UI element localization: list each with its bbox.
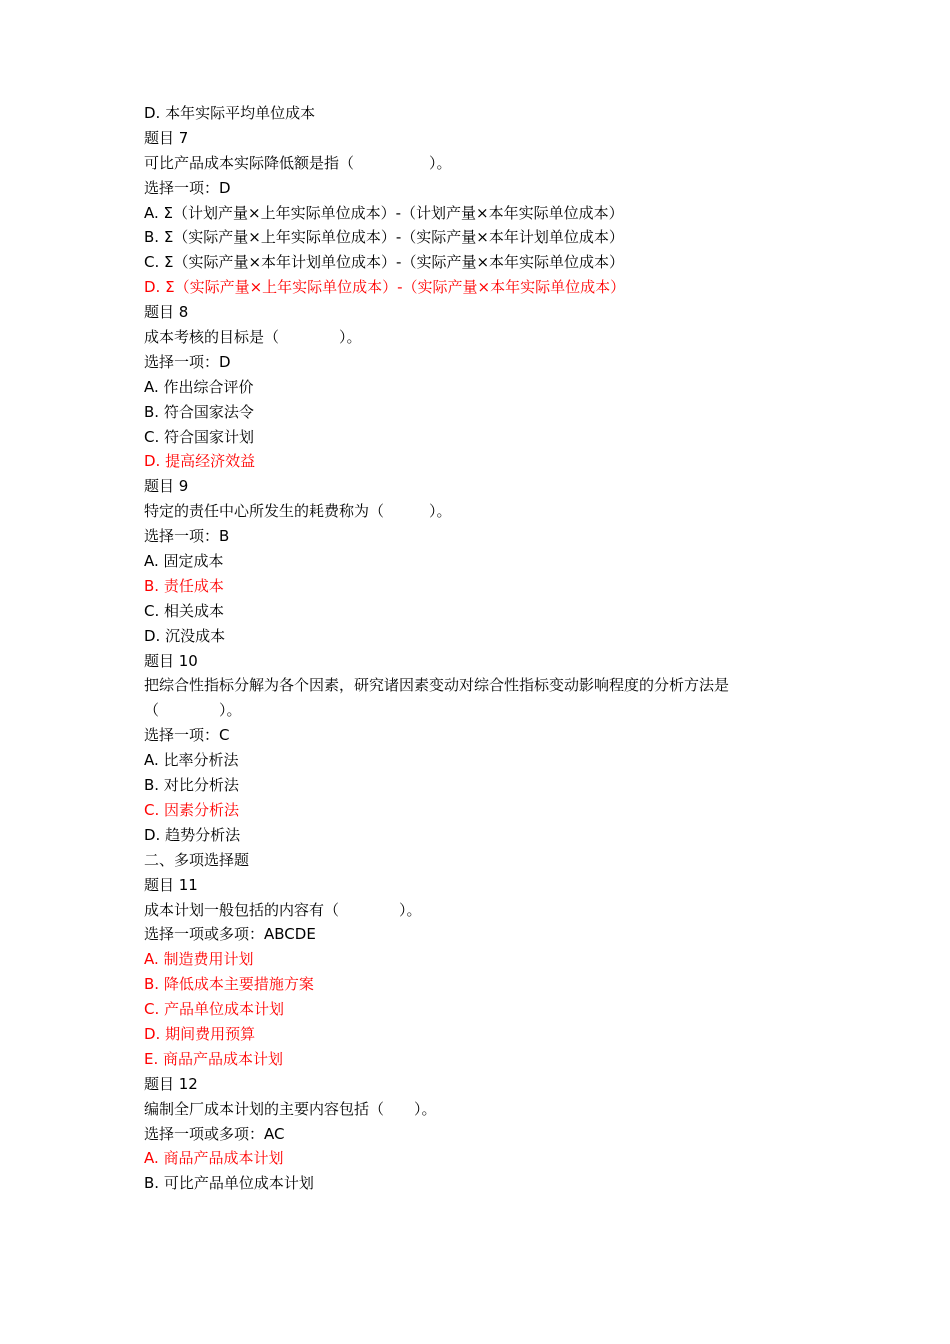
option-correct: A. 商品产品成本计划 xyxy=(144,1149,284,1168)
section-heading: 二、多项选择题 xyxy=(144,850,250,869)
option: A. 比率分析法 xyxy=(144,751,239,770)
question-number: 题目 12 xyxy=(144,1074,198,1093)
question-number: 题目 11 xyxy=(144,875,198,894)
question-stem: （ ）。 xyxy=(144,701,242,720)
option: C. 相关成本 xyxy=(144,601,225,620)
option-correct: D. 期间费用预算 xyxy=(144,1024,256,1043)
option: D. 趋势分析法 xyxy=(144,825,241,844)
option: A. 固定成本 xyxy=(144,552,224,571)
question-number: 题目 8 xyxy=(144,303,189,322)
question-stem: 成本计划一般包括的内容有（ ）。 xyxy=(144,900,422,919)
option-correct: E. 商品产品成本计划 xyxy=(144,1049,284,1068)
option: B. 对比分析法 xyxy=(144,776,239,795)
option: D. 沉没成本 xyxy=(144,626,226,645)
answer-key: 选择一项：D xyxy=(144,178,231,197)
answer-key: 选择一项或多项：AC xyxy=(144,1124,285,1143)
option: B. Σ（实际产量×上年实际单位成本）-（实际产量×本年计划单位成本） xyxy=(144,228,624,247)
option: C. 符合国家计划 xyxy=(144,427,255,446)
question-number: 题目 7 xyxy=(144,128,189,147)
question-stem: 把综合性指标分解为各个因素，研究诸因素变动对综合性指标变动影响程度的分析方法是 xyxy=(144,676,730,695)
option-correct: A. 制造费用计划 xyxy=(144,950,254,969)
option-correct: D. Σ（实际产量×上年实际单位成本）-（实际产量×本年实际单位成本） xyxy=(144,278,626,297)
option: C. Σ（实际产量×本年计划单位成本）-（实际产量×本年实际单位成本） xyxy=(144,253,625,272)
option: B. 符合国家法令 xyxy=(144,402,254,421)
answer-key: 选择一项或多项：ABCDE xyxy=(144,925,316,944)
question-stem: 特定的责任中心所发生的耗费称为（ ）。 xyxy=(144,502,452,521)
answer-key: 选择一项：C xyxy=(144,726,230,745)
option-correct: C. 产品单位成本计划 xyxy=(144,1000,285,1019)
option-correct: D. 提高经济效益 xyxy=(144,452,256,471)
option: A. 作出综合评价 xyxy=(144,377,254,396)
question-stem: 成本考核的目标是（ ）。 xyxy=(144,328,362,347)
option-correct: B. 降低成本主要措施方案 xyxy=(144,975,314,994)
option: D. 本年实际平均单位成本 xyxy=(144,104,316,122)
option-correct: C. 因素分析法 xyxy=(144,800,240,819)
option-correct: B. 责任成本 xyxy=(144,576,224,595)
question-stem: 编制全厂成本计划的主要内容包括（ ）。 xyxy=(144,1099,437,1118)
question-stem: 可比产品成本实际降低额是指（ ）。 xyxy=(144,153,452,172)
question-list xyxy=(144,101,814,1196)
question-number: 题目 10 xyxy=(144,651,198,670)
answer-key: 选择一项：D xyxy=(144,352,231,371)
answer-key: 选择一项：B xyxy=(144,527,230,546)
question-number: 题目 9 xyxy=(144,477,189,496)
option: B. 可比产品单位成本计划 xyxy=(144,1174,314,1193)
option: A. Σ（计划产量×上年实际单位成本）-（计划产量×本年实际单位成本） xyxy=(144,203,624,222)
